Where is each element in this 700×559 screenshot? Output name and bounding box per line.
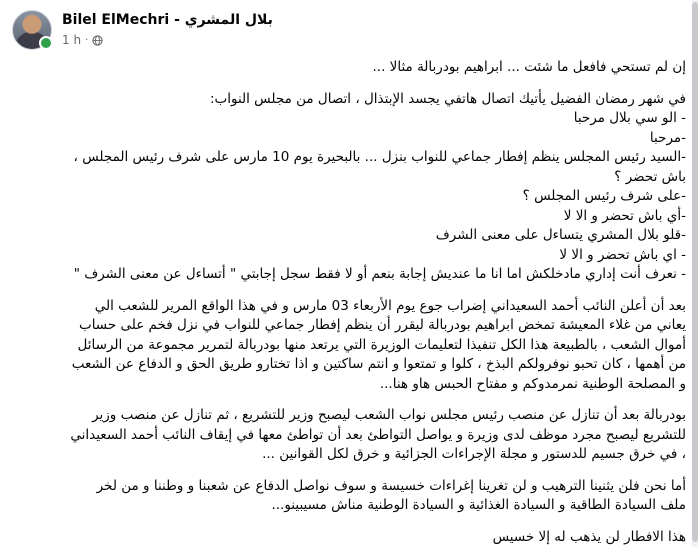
post-header [12,10,672,54]
author-avatar[interactable] [12,10,52,50]
post-line: - الو سي بلال مرحبا [573,110,686,126]
post-line: ملف السيادة الطاقية و السيادة الغذائية و السيادة الوطنية مناش مسيبينو... [271,497,686,513]
post-line: و المصلحة الوطنية نمرمدوكم و مفتاح الحبس هاو هنا... [379,375,686,392]
post-line: -مرحبا [649,129,686,146]
post-line: أموال الشعب ، بالطبيعة هذا الكل تنفيذا لتعليمات الوزيرة التي يرتعد منها بودربالة لتمرير مجموعة من الرسائل [77,336,686,353]
post-line: من أهمها ، كان تحبو نوفرولكم البذخ ، كلوا و تمتعوا و انتم ساكتين و اذا تختارو طريق الحق و الدفاع عن الشعب [71,356,686,372]
post-line: -السيد رئيس المجلس ينظم إفطار جماعي للنواب بنزل ... بالبحيرة يوم 10 مارس على شرف رئيس المجلس ، [73,149,686,165]
post-line: - نعرف أنت إداري مادخلكش اما انا ما عنديش إجابة بنعم أو لا فقط سجل إجابتي " أتساءل عن معنى الشرف " [73,266,686,282]
post-line: باش تحضر ؟ [614,168,686,185]
post-paragraph [12,406,686,465]
post-line: بعد أن أعلن النائب أحمد السعيداني إضراب جوع يوم الأربعاء 03 مارس و في هذا الواقع المرير للشعب الي [94,297,686,314]
post-paragraph [12,477,686,516]
post-line: - اي باش تحضر و الا لا [559,246,686,263]
post-time[interactable]: 1 h [62,33,82,47]
post-meta [62,33,103,47]
post-line: -أي باش تحضر و الا لا [563,207,686,224]
meta-separator: · [85,34,89,46]
post-line: -على شرف رئيس المجلس ؟ [522,188,686,204]
post-paragraph [12,528,686,548]
post-line: أما نحن فلن يثنينا الترهيب و لن تغرينا إغراءات خسيسة و سوف نواصل الدفاع عن شعبنا و وطننا و من لخر [96,477,686,494]
post-paragraph [12,297,686,395]
post-line: إن لم تستحي فافعل ما شئت ... ابراهيم بودربالة مثالا ... [372,59,686,75]
post-line: هذا الافطار لن يذهب له إلا خسيس [492,528,686,545]
online-status-dot [39,36,53,50]
post-line: للتشريع ليصبح مجرد موظف لدى وزيرة و يواصل التواطئ بعد أن تواطئ معها في إيقاف النائب أحمد السعيداني [70,426,686,443]
post-line: -قلو بلال المشري يتساءل على معنى الشرف [435,227,686,243]
globe-icon[interactable] [92,35,103,46]
post-line: يعاني من غلاء المعيشة تمخض ابراهيم بودربالة ليقرر أن ينظم إفطار جماعي للنواب في نزل فخم على حساب [78,317,686,333]
post-line: بودربالة بعد أن تنازل عن منصب رئيس مجلس نواب الشعب ليصبح وزير للتشريع ، ثم تنازل عن منصب وزير [92,407,686,423]
post-text [12,58,686,559]
page-scrollbar[interactable] [692,0,698,547]
post-line: ، في خرق جسيم للدستور و مجلة الإجراءات الجزائية و خرق لكل القوانين ... [262,446,686,462]
post-paragraph [12,90,686,285]
post-paragraph [12,58,686,78]
post-line: في شهر رمضان الفضيل يأتيك اتصال هاتفي يجسد الإبتذال ، اتصال من مجلس النواب: [209,90,686,107]
author-name[interactable]: Bilel ElMechri - بلال المشري [62,12,273,28]
scrollbar-thumb[interactable] [692,2,698,542]
